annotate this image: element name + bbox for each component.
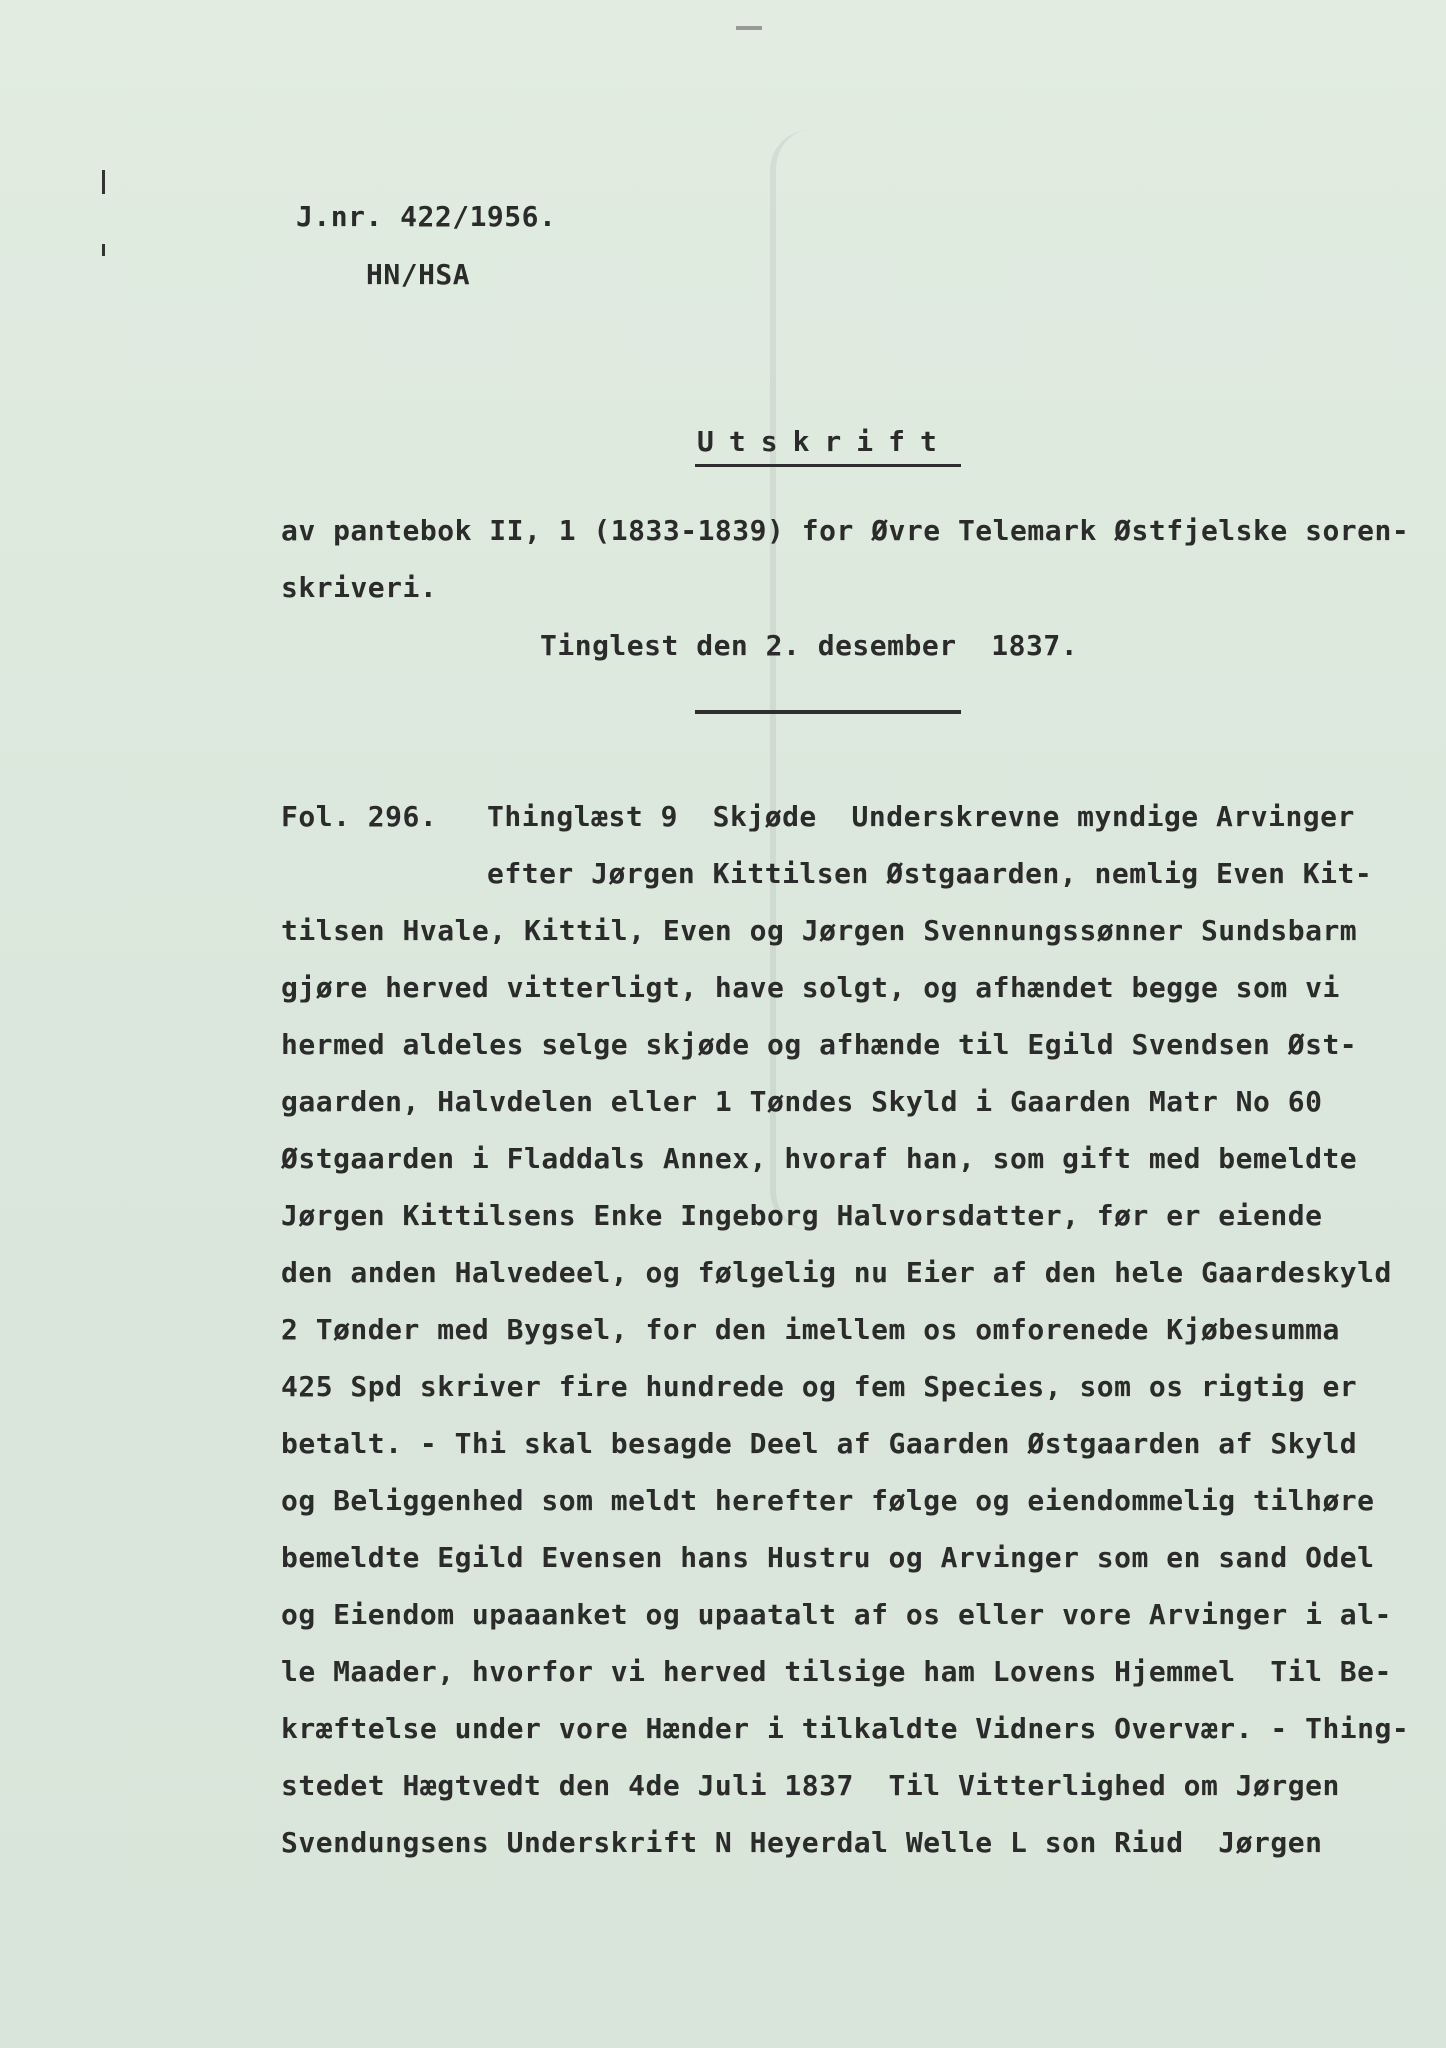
top-edge-mark bbox=[736, 26, 762, 30]
body-line: tilsen Hvale, Kittil, Even og Jørgen Svennungssønner Sundsbarm bbox=[281, 914, 1358, 947]
body-line: kræftelse under vore Hænder i tilkaldte Vidners Overvær. - Thing- bbox=[281, 1712, 1410, 1745]
body-line: le Maader, hvorfor vi herved tilsige ham Lovens Hjemmel Til Be- bbox=[281, 1655, 1392, 1688]
intro-line-1: av pantebok II, 1 (1833-1839) for Øvre Telemark Østfjelske soren- bbox=[281, 514, 1410, 547]
body-line: gaarden, Halvdelen eller 1 Tøndes Skyld i Gaarden Matr No 60 bbox=[281, 1085, 1323, 1118]
body-line: gjøre herved vitterligt, have solgt, og afhændet begge som vi bbox=[281, 971, 1340, 1004]
body-line: efter Jørgen Kittilsen Østgaarden, nemlig Even Kit- bbox=[487, 857, 1373, 890]
body-line: Østgaarden i Fladdals Annex, hvoraf han, som gift med bemeldte bbox=[281, 1142, 1358, 1175]
body-line: og Beliggenhed som meldt herefter følge og eiendommelig tilhøre bbox=[281, 1484, 1375, 1517]
body-line: hermed aldeles selge skjøde og afhænde til Egild Svendsen Øst- bbox=[281, 1028, 1358, 1061]
document-title: Utskrift bbox=[697, 425, 952, 458]
title-underline bbox=[695, 464, 961, 467]
margin-mark-top bbox=[102, 170, 105, 194]
registration-date: Tinglest den 2. desember 1837. bbox=[540, 629, 1079, 662]
body-line: Jørgen Kittilsens Enke Ingeborg Halvorsdatter, før er eiende bbox=[281, 1199, 1323, 1232]
initials: HN/HSA bbox=[366, 258, 471, 291]
body-line: bemeldte Egild Evensen hans Hustru og Arvinger som en sand Odel bbox=[281, 1541, 1375, 1574]
body-line: og Eiendom upaaanket og upaatalt af os eller vore Arvinger i al- bbox=[281, 1598, 1392, 1631]
body-line: stedet Hægtvedt den 4de Juli 1837 Til Vitterlighed om Jørgen bbox=[281, 1769, 1340, 1802]
journal-number: J.nr. 422/1956. bbox=[296, 200, 557, 233]
folio-number: Fol. 296. bbox=[281, 800, 438, 833]
faint-stamp-bleedthrough bbox=[770, 130, 896, 1230]
intro-line-2: skriveri. bbox=[281, 571, 438, 604]
body-line: den anden Halvedeel, og følgelig nu Eier af den hele Gaardeskyld bbox=[281, 1256, 1392, 1289]
body-first-line: Thinglæst 9 Skjøde Underskrevne myndige Arvinger bbox=[487, 800, 1355, 833]
body-line: 2 Tønder med Bygsel, for den imellem os omforenede Kjøbesumma bbox=[281, 1313, 1340, 1346]
margin-mark-bottom bbox=[102, 244, 105, 256]
body-line: betalt. - Thi skal besagde Deel af Gaarden Østgaarden af Skyld bbox=[281, 1427, 1358, 1460]
body-line: 425 Spd skriver fire hundrede og fem Species, som os rigtig er bbox=[281, 1370, 1358, 1403]
body-line: Svendungsens Underskrift N Heyerdal Welle L son Riud Jørgen bbox=[281, 1826, 1323, 1859]
section-divider bbox=[695, 710, 961, 714]
